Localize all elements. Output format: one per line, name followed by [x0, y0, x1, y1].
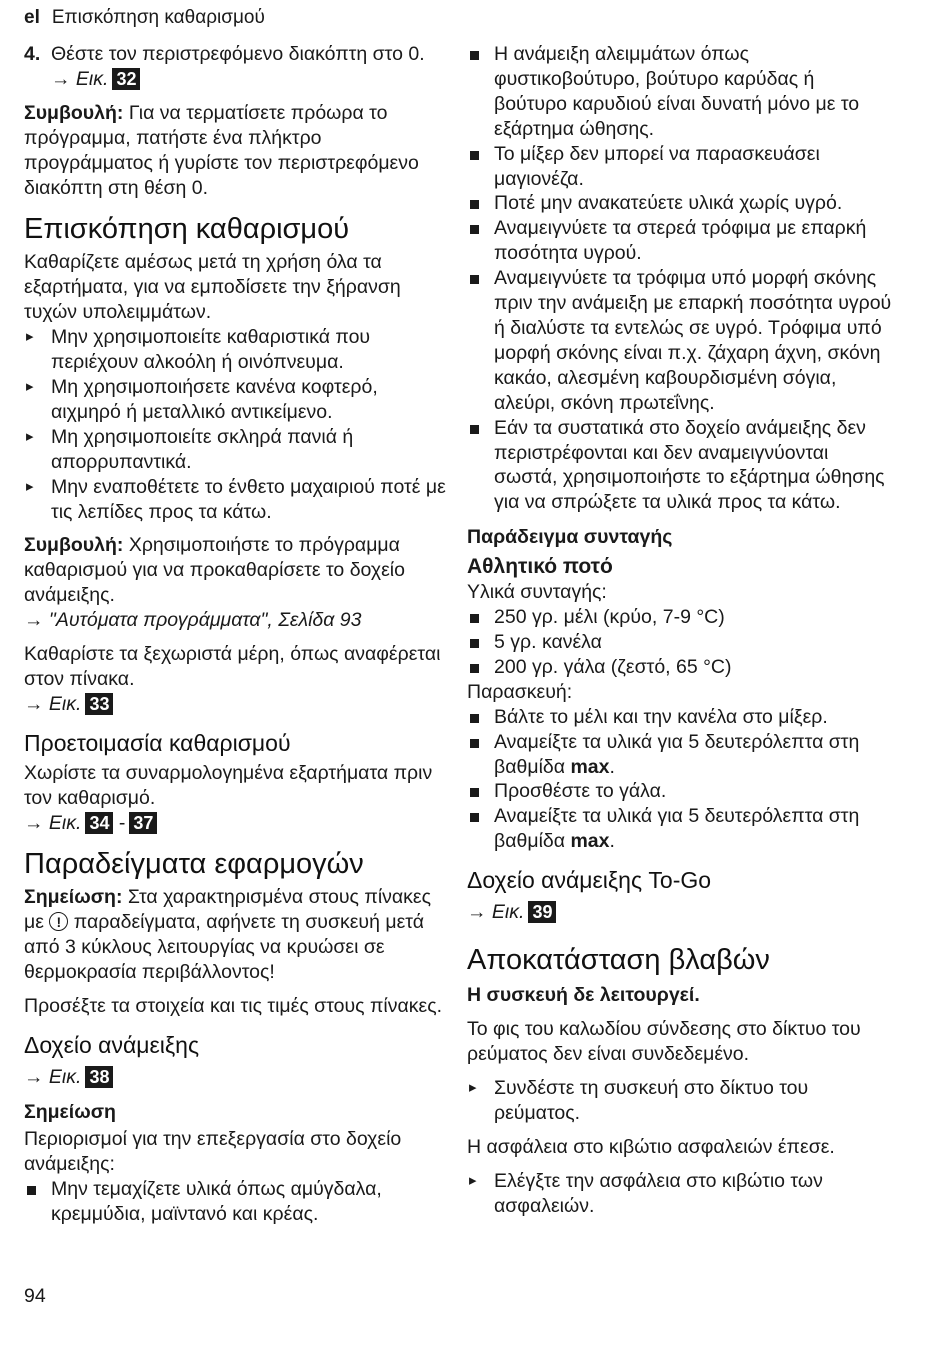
tip-paragraph — [24, 101, 449, 201]
list-item: Αναμειγνύετε τα τρόφιμα υπό μορφή σκόνης πριν την ανάμειξη με επαρκή ποσότητα υγρού ή διαλύστε τα εντελώς σε υγρό. Τρόφιμα υπό μορφή σκόνης είναι π.χ. ζάχαρη άχνη, σκόνη κακάο, αλεσμένη καβουρδισμένη σόγια, αλεύρι, σκόνη πρωτεΐνης. — [467, 266, 892, 415]
remedy-list — [467, 1076, 892, 1126]
list-item: Αναμείξτε τα υλικά για 5 δευτερόλεπτα στη βαθμίδα max. — [467, 804, 892, 854]
tip-text: Χρησιμοποιήστε το πρόγραμμα καθαρισμού για να προκαθαρίσετε το δοχείο ανάμειξης. — [24, 534, 405, 607]
note-paragraph: Σημείωση: Στα χαρακτηρισμένα στους πίνακες με ! παραδείγματα, αφήνετε τη συσκευή μετά από 3 κύκλους λειτουργίας να κρυώσει σε θερμοκρασία περιβάλλοντος! — [24, 886, 432, 984]
list-item: ▸ Ελέγξτε την ασφάλεια στο κιβώτιο των ασφαλειών. — [467, 1169, 892, 1219]
section-heading-cleaning: Επισκόπηση καθαρισμού — [24, 213, 350, 246]
step-4 — [24, 42, 449, 67]
list-item: Ποτέ μην ανακατεύετε υλικά χωρίς υγρό. — [467, 191, 892, 216]
list-item: ▸ Μην εναποθέτετε το ένθετο μαχαιριού ποτέ με τις λεπίδες προς τα κάτω. — [24, 475, 449, 525]
tip-label: Συμβουλή: — [24, 101, 124, 124]
list-item: Βάλτε το μέλι και την κανέλα στο μίξερ. — [467, 705, 892, 730]
list-item: Εάν τα συστατικά στο δοχείο ανάμειξης δεν περιστρέφονται και δεν αναμειγνύονται σωστά, χρησιμοποιήστε το εξάρτημα ώθησης για να σπρώξετε τα υλικά προς τα κάτω. — [467, 416, 892, 516]
step-text: Θέστε τον περιστρεφόμενο διακόπτη στο 0. — [51, 43, 425, 65]
preparation-label: Παρασκευή: — [467, 680, 573, 703]
tip-label: Συμβουλή: — [24, 534, 124, 557]
section-heading-jar: Δοχείο ανάμειξης — [24, 1032, 200, 1058]
figure-badge: 34 — [85, 812, 113, 834]
note-text: Περιορισμοί για την επεξεργασία στο δοχείο ανάμειξης: — [24, 1127, 402, 1175]
list-item: Αναμείξτε τα υλικά για 5 δευτερόλεπτα στη βαθμίδα max. — [467, 730, 892, 780]
tip-text: Για να τερματίσετε πρόωρα το πρόγραμμα, πατήστε ένα πλήκτρο προγράμματος ή γυρίστε τον περιστρεφόμενο διακόπτη στη θέση 0. — [24, 101, 419, 199]
list-item: ▸ Μη χρησιμοποιείτε σκληρά πανιά ή απορρυπαντικά. — [24, 425, 449, 475]
cause-text: Η ασφάλεια στο κιβώτιο ασφαλειών έπεσε. — [467, 1135, 835, 1158]
right-column — [467, 42, 892, 1218]
figure-reference: → Εικ. 38 — [24, 1065, 449, 1090]
cleaning-intro: Καθαρίζετε αμέσως μετά τη χρήση όλα τα εξαρτήματα, για να εμποδίσετε την ξήρανση τυχών υπολειμμάτων. — [24, 251, 401, 324]
section-heading-prep: Προετοιμασία καθαρισμού — [24, 729, 291, 756]
note-heading: Σημείωση — [24, 1100, 116, 1123]
figure-reference: → Εικ. 33 — [24, 692, 449, 717]
figure-reference: → Εικ. 34 - 37 — [24, 811, 449, 836]
recipe-title: Αθλητικό ποτό — [467, 555, 613, 579]
figure-reference: → Εικ. 39 — [467, 900, 892, 925]
figure-badge: 33 — [85, 693, 113, 715]
list-item: ▸ Μην χρησιμοποιείτε καθαριστικά που περιέχουν αλκοόλη ή οινόπνευμα. — [24, 325, 449, 375]
list-item: Το μίξερ δεν μπορεί να παρασκευάσει μαγιονέζα. — [467, 142, 892, 192]
list-item: Η ανάμειξη αλειμμάτων όπως φυστικοβούτυρο, βούτυρο καρύδας ή βούτυρο καρυδιού είναι δυνατή μόνο με το εξάρτημα ώθησης. — [467, 42, 892, 142]
remedy-list — [467, 1169, 892, 1219]
page-number: 94 — [24, 1285, 46, 1307]
figure-reference: → Εικ. 32 — [24, 67, 449, 92]
running-header — [24, 6, 265, 30]
list-item: Προσθέστε το γάλα. — [467, 779, 892, 804]
list-item: Αναμειγνύετε τα στερεά τρόφιμα με επαρκή ποσότητα υγρού. — [467, 216, 892, 266]
cross-reference-link[interactable]: → "Αυτόματα προγράμματα", Σελίδα 93 — [24, 609, 362, 632]
list-item: 250 γρ. μέλι (κρύο, 7-9 °C) — [467, 605, 892, 630]
fault-heading: Η συσκευή δε λειτουργεί. — [467, 984, 700, 1007]
parts-instruction: Καθαρίστε τα ξεχωριστά μέρη, όπως αναφέρεται στον πίνακα. — [24, 643, 441, 690]
list-item: 200 γρ. γάλα (ζεστό, 65 °C) — [467, 655, 892, 680]
list-item: ▸ Συνδέστε τη συσκευή στο δίκτυο του ρεύματος. — [467, 1076, 892, 1126]
section-heading-examples: Παραδείγματα εφαρμογών — [24, 848, 364, 881]
step-number: 4. — [24, 43, 41, 65]
preparation-steps-list — [467, 705, 892, 854]
recipe-label: Παράδειγμα συνταγής — [467, 526, 673, 549]
figure-badge: 39 — [528, 901, 556, 923]
section-heading-togo: Δοχείο ανάμειξης To-Go — [467, 867, 712, 894]
section-heading-troubleshooting: Αποκατάσταση βλαβών — [467, 944, 770, 977]
prep-text: Χωρίστε τα συναρμολογημένα εξαρτήματα πριν τον καθαρισμό. — [24, 761, 433, 809]
cause-text: Το φις του καλωδίου σύνδεσης στο δίκτυο του ρεύματος δεν είναι συνδεδεμένο. — [467, 1018, 861, 1065]
figure-badge: 32 — [112, 68, 140, 90]
note-label: Σημείωση: — [24, 886, 123, 909]
language-code: el — [24, 7, 40, 28]
attention-text: Προσέξτε τα στοιχεία και τις τιμές στους πίνακες. — [24, 995, 443, 1018]
ingredients-label: Υλικά συνταγής: — [467, 581, 607, 604]
jar-restrictions-list-continued — [467, 42, 892, 515]
header-title: Επισκόπηση καθαρισμού — [51, 7, 265, 28]
figure-badge: 38 — [85, 1066, 113, 1088]
figure-badge: 37 — [129, 812, 157, 834]
exclamation-circle-icon: ! — [49, 912, 68, 931]
ingredients-list — [467, 605, 892, 680]
jar-restrictions-list — [24, 1177, 449, 1227]
tip-paragraph — [24, 533, 449, 608]
list-item: Μην τεμαχίζετε υλικά όπως αμύγδαλα, κρεμμύδια, μαϊντανό και κρέας. — [24, 1177, 449, 1227]
left-column — [24, 42, 449, 1227]
list-item: 5 γρ. κανέλα — [467, 630, 892, 655]
list-item: ▸ Μη χρησιμοποιήσετε κανένα κοφτερό, αιχμηρό ή μεταλλικό αντικείμενο. — [24, 375, 449, 425]
cleaning-warnings-list — [24, 325, 449, 524]
